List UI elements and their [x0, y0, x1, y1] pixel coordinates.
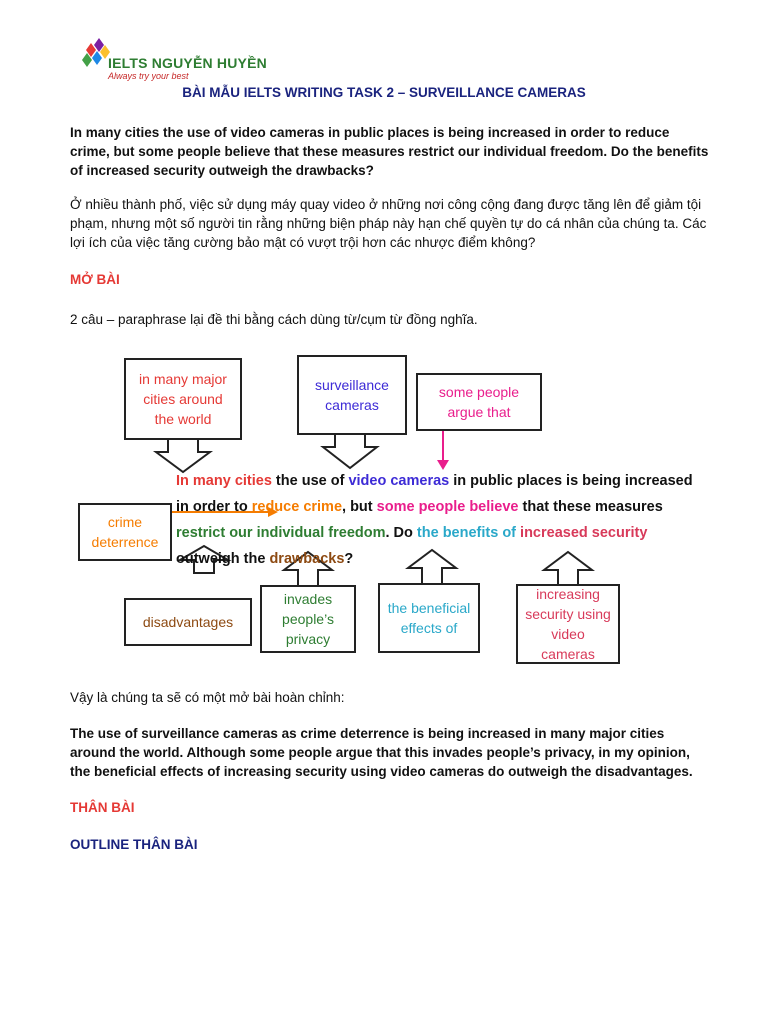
box-surveillance-cameras: surveillance cameras [297, 355, 407, 435]
q-increased-security: increased security [520, 525, 648, 541]
q-text-2: in public places is being increased in order to [176, 473, 693, 515]
q-video-cameras: video cameras [348, 473, 450, 489]
q-reduce-crime: reduce crime [251, 499, 343, 515]
q-drawbacks: drawbacks [269, 551, 345, 567]
box-invades-privacy: invades people’s privacy [260, 585, 356, 653]
heading-outline: OUTLINE THÂN BÀI [70, 837, 198, 852]
box-increasing-security: increasing security using video cameras [516, 584, 620, 664]
box-some-people-argue: some people argue that [416, 373, 542, 431]
q-many-cities: In many cities [176, 473, 272, 489]
down-arrow-cameras [323, 433, 377, 468]
logo-tagline: Always try your best [108, 71, 189, 81]
q-text-4: that these measures [518, 499, 663, 515]
box-beneficial-effects: the beneficial effects of [378, 583, 480, 653]
q-text-7: outweigh the [176, 551, 270, 567]
document-title: BÀI MẪU IELTS WRITING TASK 2 – SURVEILLANCE CAMERAS [182, 85, 586, 100]
box-many-major-cities: in many major cities around the world [124, 358, 242, 440]
final-intro-paragraph: The use of surveillance cameras as crime deterrence is being increased in many major cities around the world. Although some people argue that this invades people’s privacy, in my opinion, the beneficial effects of increasing security using video cameras do outweigh the disadvantages. [70, 726, 693, 779]
box-disadvantages: disadvantages [124, 598, 252, 646]
q-text-1: the use of [271, 473, 349, 489]
q-restrict-freedom: restrict our individual freedom [176, 525, 386, 541]
q-text-5: . Do [385, 525, 417, 541]
box-crime-deterrence: crime deterrence [78, 503, 172, 561]
heading-body: THÂN BÀI [70, 800, 135, 815]
intro-instruction: 2 câu – paraphrase lại đề thi bằng cách dùng từ/cụm từ đồng nghĩa. [70, 312, 478, 327]
prompt-english: In many cities the use of video cameras in public places is being increased in order to reduce crime, but some people believe that these measures restrict our individual freedom. Do the benefits of increased security outweigh the drawbacks? [70, 125, 709, 178]
down-arrow-cities [156, 438, 210, 472]
summary-line: Vậy là chúng ta sẽ có một mở bài hoàn chỉnh: [70, 690, 345, 705]
heading-intro: MỞ BÀI [70, 272, 120, 287]
logo-name: IELTS NGUYỄN HUYỀN [108, 55, 267, 71]
q-benefits-of: the benefits of [416, 525, 517, 541]
prompt-vietnamese: Ở nhiều thành phố, việc sử dụng máy quay video ở những nơi công cộng đang được tăng lên để giảm tội phạm, nhưng một số người tin rằng những biện pháp này hạn chế quyền tự do cá nhân của chúng ta. Các lợi ích của việc tăng cường bảo mật có vượt trội hơn các nhược điểm không? [70, 197, 707, 250]
q-some-people-believe: some people believe [376, 499, 519, 515]
q-text-3: , but [342, 499, 377, 515]
color-coded-question [176, 468, 706, 572]
q-text-8: ? [344, 551, 354, 567]
